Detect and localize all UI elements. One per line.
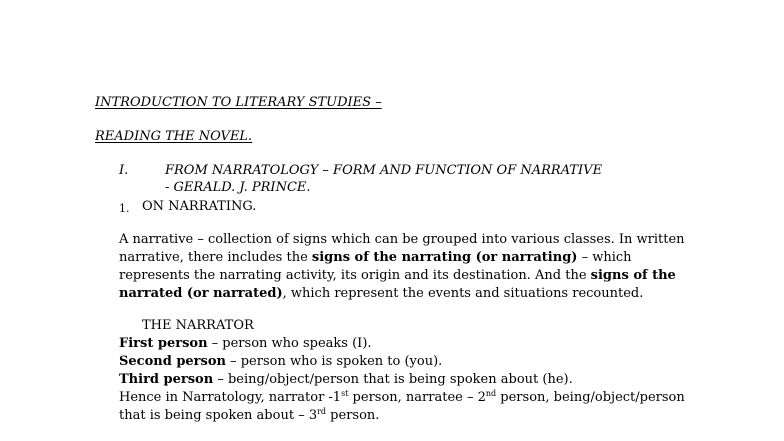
section-numeral: I. xyxy=(119,163,129,178)
paragraph-text: represents the narrating activity, its origin and its destination. And the xyxy=(119,268,591,283)
hence-text: Hence in Narratology, narrator -1 xyxy=(119,390,342,405)
section-title-line2: - GERALD. J. PRINCE. xyxy=(165,180,311,195)
last-text: person. xyxy=(326,408,380,423)
term-narrated: narrated (or narrated) xyxy=(119,286,283,301)
paragraph-line-4 xyxy=(119,285,643,302)
section-title-line1: FROM NARRATOLOGY – FORM AND FUNCTION OF NARRATIVE xyxy=(165,163,603,178)
second-person-desc: – person who is spoken to (you). xyxy=(225,354,443,369)
document-heading-intro: INTRODUCTION TO LITERARY STUDIES – xyxy=(95,95,382,110)
third-person-line xyxy=(119,371,573,388)
superscript: st xyxy=(341,389,349,398)
paragraph-line-2 xyxy=(119,249,632,266)
superscript: rd xyxy=(317,407,327,416)
subsection-number: 1. xyxy=(119,202,130,215)
term-first-person: First person xyxy=(119,336,208,351)
first-person-desc: – person who speaks (I). xyxy=(207,336,372,351)
paragraph-line-1 xyxy=(119,231,685,248)
second-person-line xyxy=(119,353,442,370)
hence-line xyxy=(119,389,685,406)
subsection-title: ON NARRATING. xyxy=(142,199,257,214)
paragraph-line-3 xyxy=(119,267,676,284)
narrator-heading: THE NARRATOR xyxy=(142,318,254,333)
hence-text: person, narratee – 2 xyxy=(348,390,486,405)
paragraph-text: narrative, there includes the xyxy=(119,250,312,265)
paragraph-text: , which represent the events and situations recounted. xyxy=(282,286,644,301)
term-second-person: Second person xyxy=(119,354,226,369)
term-third-person: Third person xyxy=(119,372,214,387)
term-signs-of-narrating: signs of the narrating (or narrating) xyxy=(311,250,578,265)
first-person-line xyxy=(119,335,372,352)
paragraph-text: A narrative – collection of signs which can be grouped into various classes. In written xyxy=(119,232,685,247)
paragraph-text: – which xyxy=(577,250,632,265)
superscript: nd xyxy=(485,389,497,398)
document-heading-novel: READING THE NOVEL. xyxy=(95,129,253,144)
third-person-desc: – being/object/person that is being spoken about (he). xyxy=(213,372,573,387)
last-line xyxy=(119,407,379,424)
term-signs-of-the: signs of the xyxy=(590,268,676,283)
last-text: that is being spoken about – 3 xyxy=(119,408,318,423)
hence-text: person, being/object/person xyxy=(496,390,685,405)
